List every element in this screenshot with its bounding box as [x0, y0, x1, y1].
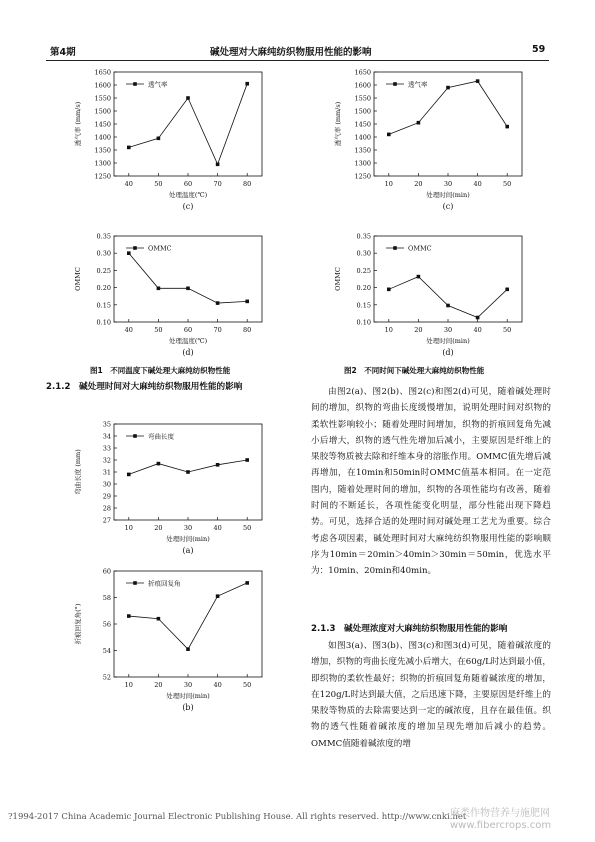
site-watermark: 麻类作物营养与施肥网 www.fibercrops.com — [450, 808, 552, 831]
y-tick-label: 31 — [102, 468, 111, 477]
x-tick-label: 40 — [473, 180, 482, 188]
data-point — [387, 288, 391, 292]
data-point — [387, 133, 391, 137]
x-tick-label: 50 — [243, 524, 252, 532]
x-tick-label: 40 — [124, 180, 133, 188]
y-tick-label: 1400 — [354, 133, 371, 142]
y-tick-label: 1650 — [94, 68, 111, 77]
y-tick-label: 0.20 — [96, 284, 111, 293]
chart-fig2-b — [70, 565, 270, 715]
y-tick-label: 0.15 — [96, 301, 111, 310]
y-tick-label: 33 — [102, 444, 111, 453]
x-tick-label: 50 — [503, 180, 512, 188]
body-paragraph-2 — [311, 638, 551, 752]
y-tick-label: 56 — [102, 620, 111, 629]
x-tick-label: 30 — [443, 326, 453, 334]
data-point — [245, 581, 249, 585]
data-point — [216, 594, 220, 598]
data-point — [186, 470, 190, 474]
data-point — [417, 121, 421, 125]
data-point — [476, 79, 480, 83]
legend-marker — [393, 82, 397, 86]
x-tick-label: 40 — [473, 326, 482, 334]
copyright-footer: ?1994-2017 China Academic Journal Electronic Publishing House. All rights reserved. http://www.cnki.net — [8, 812, 467, 822]
y-tick-label: 34 — [102, 432, 111, 441]
chart-fig1-d — [70, 230, 270, 360]
y-tick-label: 0.10 — [96, 318, 111, 327]
y-axis-label: 透气率 (mm/s) — [74, 101, 82, 147]
x-tick-label: 40 — [124, 326, 133, 334]
x-tick-label: 10 — [384, 326, 393, 334]
data-point — [417, 275, 421, 279]
plot-frame — [114, 571, 262, 677]
panel-label: (d) — [442, 348, 454, 357]
x-tick-label: 30 — [183, 524, 193, 532]
y-tick-label: 60 — [102, 567, 111, 576]
paragraph-text: 由图2(a)、图2(b)、图2(c)和图2(d)可见，随着碱处理时间的增加，织物的弯曲长度缓慢增加，说明处理时间对织物的柔软性影响较小；随着处理时间增加，织物的折痕回复角先减小后增大，织物的透气性先增加后减小，主要原因是纤维上的果胶等物质被去除和纤维本身的溶胀作用。OMMC值先增后减再增加，在10min和50min时OMMC值基本相同。在一定范围内，随着处理时间的增加，织物的各项性能均有改善，随着时间的不断延长，各项性能变化明显，部分性能出现下降趋势。可见，选择合适的处理时间对碱处理工艺尤为重要。综合考虑各项因素，碱处理时间对大麻纯纺织物服用性能的影响顺序为10min＝20min＞40min＞30min＝50min，优选水平为：10min、20min和40min。 — [311, 387, 551, 577]
y-tick-label: 30 — [102, 480, 111, 489]
data-point — [476, 316, 480, 320]
panel-label: (d) — [182, 348, 194, 357]
legend-label: 折痕回复角 — [148, 579, 181, 588]
x-axis-label: 处理时间(min) — [426, 191, 470, 199]
data-point — [505, 125, 509, 129]
y-tick-label: 1250 — [354, 172, 371, 181]
x-tick-label: 50 — [503, 326, 512, 334]
x-axis-label: 处理温度(℃) — [168, 337, 208, 345]
y-tick-label: 35 — [102, 420, 111, 429]
x-axis-label: 处理温度(℃) — [168, 191, 208, 199]
y-tick-label: 1350 — [94, 146, 111, 155]
y-tick-label: 52 — [102, 673, 111, 682]
data-point — [245, 300, 249, 304]
y-axis-label: 折痕回复角(°) — [74, 603, 82, 645]
x-tick-label: 20 — [154, 524, 163, 532]
y-tick-label: 1450 — [94, 120, 111, 129]
x-tick-label: 30 — [183, 681, 193, 689]
y-tick-label: 29 — [102, 492, 111, 501]
data-point — [216, 163, 220, 167]
data-point — [505, 288, 509, 292]
x-tick-label: 50 — [154, 180, 163, 188]
data-point — [216, 301, 220, 305]
data-point — [245, 82, 249, 86]
legend-label: 透气率 — [408, 80, 428, 89]
legend-marker — [133, 82, 137, 86]
data-point — [127, 614, 131, 618]
chart-fig2-a — [70, 418, 270, 558]
y-tick-label: 1500 — [354, 107, 371, 116]
x-tick-label: 30 — [443, 180, 453, 188]
y-tick-label: 1400 — [94, 133, 111, 142]
series-line — [129, 84, 247, 165]
paragraph-text-2: 如图3(a)、图3(b)、图3(c)和图3(d)可见，随着碱浓度的增加，织物的弯曲长度先减小后增大，在60g/L时达到最小值，即织物的柔软性最好；织物的折痕回复角随着碱浓度的增加，在120g/L时达到最大值，之后迅速下降，主要原因是纤维上的果胶等物质的去除需要达到一定的碱浓度，且存在最佳值。织物的透气性随着碱浓度的增加呈现先增加后减小的趋势。OMMC值随着碱浓度的增 — [311, 641, 551, 749]
y-tick-label: 27 — [102, 516, 111, 525]
x-tick-label: 80 — [243, 326, 252, 334]
y-axis-label: OMMC — [334, 267, 342, 291]
legend-label: OMMC — [148, 244, 172, 253]
figure2-caption: 图2 不同时间下碱处理大麻纯纺织物性能 — [344, 366, 485, 375]
y-tick-label: 1550 — [354, 94, 371, 103]
x-tick-label: 70 — [213, 180, 222, 188]
series-line — [129, 253, 247, 303]
y-tick-label: 32 — [102, 456, 111, 465]
data-point — [157, 286, 161, 290]
chart-fig1-c — [70, 66, 270, 214]
x-tick-label: 50 — [154, 326, 163, 334]
y-tick-label: 28 — [102, 504, 111, 513]
x-tick-label: 40 — [213, 681, 222, 689]
y-tick-label: 0.25 — [356, 266, 371, 275]
data-point — [186, 647, 190, 651]
plot-frame — [114, 72, 262, 176]
y-tick-label: 1300 — [354, 159, 371, 168]
x-tick-label: 40 — [213, 524, 222, 532]
data-point — [245, 458, 249, 462]
body-paragraph-1 — [311, 384, 551, 580]
x-tick-label: 70 — [213, 326, 222, 334]
y-tick-label: 1300 — [94, 159, 111, 168]
y-tick-label: 0.15 — [356, 301, 371, 310]
x-tick-label: 60 — [183, 326, 193, 334]
y-tick-label: 1250 — [94, 172, 111, 181]
y-axis-label: 弯曲长度 (mm) — [74, 449, 82, 495]
x-tick-label: 50 — [243, 681, 252, 689]
data-point — [216, 463, 220, 467]
y-tick-label: 54 — [102, 647, 111, 655]
series-line — [129, 583, 247, 649]
x-tick-label: 60 — [183, 180, 193, 188]
y-tick-label: 0.30 — [96, 249, 111, 258]
legend-label: 弯曲长度 — [148, 432, 174, 441]
data-point — [446, 304, 450, 308]
legend-marker — [133, 434, 137, 438]
y-axis-label: 透气率 (mm/s) — [334, 101, 342, 147]
legend-marker — [133, 581, 137, 585]
header-rule — [46, 60, 549, 61]
x-tick-label: 10 — [384, 180, 393, 188]
y-tick-label: 0.25 — [96, 266, 111, 275]
series-line — [389, 277, 507, 318]
y-tick-label: 0.20 — [356, 284, 371, 293]
y-tick-label: 0.35 — [96, 232, 111, 241]
page-number: 59 — [532, 44, 546, 55]
data-point — [157, 617, 161, 621]
y-tick-label: 1450 — [354, 120, 371, 129]
data-point — [157, 137, 161, 141]
chart-fig2-c — [330, 66, 530, 214]
running-title: 碱处理对大麻纯纺织物服用性能的影响 — [210, 47, 372, 58]
y-axis-label: OMMC — [74, 267, 82, 291]
x-tick-label: 10 — [124, 681, 133, 689]
x-axis-label: 处理时间(min) — [426, 337, 470, 345]
data-point — [127, 251, 131, 255]
legend-label: 透气率 — [148, 80, 168, 89]
data-point — [127, 473, 131, 477]
legend-marker — [133, 246, 137, 250]
x-tick-label: 20 — [154, 681, 163, 689]
panel-label: (c) — [182, 202, 194, 211]
data-point — [157, 462, 161, 466]
data-point — [186, 96, 190, 100]
legend-label: OMMC — [408, 244, 432, 253]
x-tick-label: 80 — [243, 180, 252, 188]
y-tick-label: 0.35 — [356, 232, 371, 241]
y-tick-label: 0.30 — [356, 249, 371, 258]
x-tick-label: 20 — [414, 180, 423, 188]
y-tick-label: 1500 — [94, 107, 111, 116]
y-tick-label: 58 — [102, 594, 111, 602]
y-tick-label: 1350 — [354, 146, 371, 155]
x-tick-label: 10 — [124, 524, 133, 532]
y-tick-label: 1600 — [354, 81, 371, 90]
panel-label: (b) — [182, 703, 194, 712]
x-axis-label: 处理时间(min) — [166, 692, 210, 700]
x-tick-label: 20 — [414, 326, 423, 334]
y-tick-label: 0.10 — [356, 318, 371, 327]
legend-marker — [393, 246, 397, 250]
y-tick-label: 1600 — [94, 81, 111, 90]
chart-fig2-d — [330, 230, 530, 360]
y-tick-label: 1550 — [94, 94, 111, 103]
panel-label: (a) — [182, 546, 194, 555]
issue-number: 第4期 — [50, 47, 76, 58]
figure1-caption: 图1 不同温度下碱处理大麻纯纺织物性能 — [90, 366, 231, 375]
data-point — [186, 286, 190, 290]
data-point — [127, 146, 131, 150]
section-2-1-2-heading: 2.1.2 碱处理时间对大麻纯纺织物服用性能的影响 — [46, 382, 243, 392]
data-point — [446, 86, 450, 90]
section-2-1-3-heading: 2.1.3 碱处理浓度对大麻纯纺织物服用性能的影响 — [311, 624, 508, 634]
x-axis-label: 处理时间(min) — [166, 535, 210, 543]
y-tick-label: 1650 — [354, 68, 371, 77]
panel-label: (c) — [442, 202, 454, 211]
